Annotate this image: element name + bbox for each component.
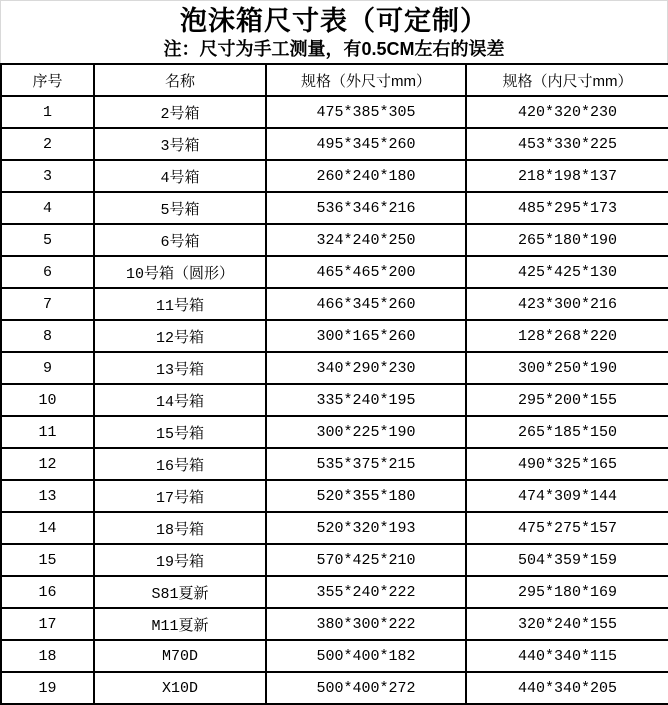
cell-inner-size: 265*180*190 [466,224,668,256]
page-title: 泡沫箱尺寸表（可定制） [180,6,488,36]
cell-inner-size: 300*250*190 [466,352,668,384]
cell-inner-size: 265*185*150 [466,416,668,448]
table-row [1,544,668,576]
cell-outer-size: 300*165*260 [266,320,466,352]
cell-outer-size: 495*345*260 [266,128,466,160]
cell-inner-size: 490*325*165 [466,448,668,480]
cell-outer-size: 324*240*250 [266,224,466,256]
cell-outer-size: 260*240*180 [266,160,466,192]
table-row [1,288,668,320]
cell-outer-size: 340*290*230 [266,352,466,384]
cell-serial-number: 5 [1,224,94,256]
cell-name: S81夏新 [94,576,266,608]
cell-inner-size: 320*240*155 [466,608,668,640]
cell-outer-size: 536*346*216 [266,192,466,224]
header-serial-number: 序号 [1,64,94,96]
cell-serial-number: 4 [1,192,94,224]
cell-inner-size: 504*359*159 [466,544,668,576]
cell-serial-number: 1 [1,96,94,128]
table-row [1,96,668,128]
cell-outer-size: 380*300*222 [266,608,466,640]
table-row [1,160,668,192]
cell-serial-number: 6 [1,256,94,288]
cell-name: 3号箱 [94,128,266,160]
cell-serial-number: 15 [1,544,94,576]
cell-inner-size: 128*268*220 [466,320,668,352]
cell-name: 12号箱 [94,320,266,352]
cell-inner-size: 474*309*144 [466,480,668,512]
cell-name: M11夏新 [94,608,266,640]
cell-name: 4号箱 [94,160,266,192]
cell-inner-size: 485*295*173 [466,192,668,224]
cell-serial-number: 9 [1,352,94,384]
cell-name: 18号箱 [94,512,266,544]
table-row [1,640,668,672]
cell-name: 16号箱 [94,448,266,480]
cell-serial-number: 11 [1,416,94,448]
header-inner-size: 规格（内尺寸mm） [466,64,668,96]
cell-serial-number: 3 [1,160,94,192]
header-row [1,64,668,96]
table-row [1,192,668,224]
cell-inner-size: 295*180*169 [466,576,668,608]
cell-name: 6号箱 [94,224,266,256]
cell-serial-number: 2 [1,128,94,160]
size-table [0,63,668,705]
cell-outer-size: 335*240*195 [266,384,466,416]
cell-inner-size: 420*320*230 [466,96,668,128]
table-row [1,448,668,480]
header-outer-size: 规格（外尺寸mm） [266,64,466,96]
cell-name: 2号箱 [94,96,266,128]
cell-name: 11号箱 [94,288,266,320]
cell-name: 19号箱 [94,544,266,576]
table-row [1,416,668,448]
cell-inner-size: 218*198*137 [466,160,668,192]
cell-outer-size: 535*375*215 [266,448,466,480]
cell-outer-size: 570*425*210 [266,544,466,576]
cell-inner-size: 475*275*157 [466,512,668,544]
cell-serial-number: 8 [1,320,94,352]
cell-serial-number: 12 [1,448,94,480]
cell-inner-size: 425*425*130 [466,256,668,288]
cell-outer-size: 520*355*180 [266,480,466,512]
cell-name: 17号箱 [94,480,266,512]
table-row [1,224,668,256]
cell-name: 10号箱（圆形） [94,256,266,288]
cell-serial-number: 14 [1,512,94,544]
measurement-note: 注：尺寸为手工测量，有0.5CM左右的误差 [163,39,505,59]
table-row [1,320,668,352]
cell-serial-number: 16 [1,576,94,608]
cell-name: M70D [94,640,266,672]
cell-name: 14号箱 [94,384,266,416]
table-row [1,128,668,160]
cell-inner-size: 295*200*155 [466,384,668,416]
cell-inner-size: 440*340*205 [466,672,668,704]
cell-name: 15号箱 [94,416,266,448]
cell-name: 13号箱 [94,352,266,384]
cell-serial-number: 10 [1,384,94,416]
cell-inner-size: 440*340*115 [466,640,668,672]
cell-outer-size: 475*385*305 [266,96,466,128]
table-row [1,352,668,384]
cell-outer-size: 466*345*260 [266,288,466,320]
cell-serial-number: 7 [1,288,94,320]
cell-name: X10D [94,672,266,704]
cell-outer-size: 500*400*182 [266,640,466,672]
cell-inner-size: 423*300*216 [466,288,668,320]
table-row [1,480,668,512]
table-row [1,672,668,704]
cell-outer-size: 500*400*272 [266,672,466,704]
cell-name: 5号箱 [94,192,266,224]
header-name: 名称 [94,64,266,96]
cell-serial-number: 18 [1,640,94,672]
cell-outer-size: 465*465*200 [266,256,466,288]
title-block [0,0,668,63]
table-row [1,512,668,544]
table-body [1,96,668,704]
table-row [1,608,668,640]
cell-outer-size: 300*225*190 [266,416,466,448]
cell-serial-number: 13 [1,480,94,512]
table-row [1,384,668,416]
cell-serial-number: 19 [1,672,94,704]
cell-outer-size: 355*240*222 [266,576,466,608]
table-row [1,576,668,608]
table-row [1,256,668,288]
cell-inner-size: 453*330*225 [466,128,668,160]
cell-serial-number: 17 [1,608,94,640]
cell-outer-size: 520*320*193 [266,512,466,544]
